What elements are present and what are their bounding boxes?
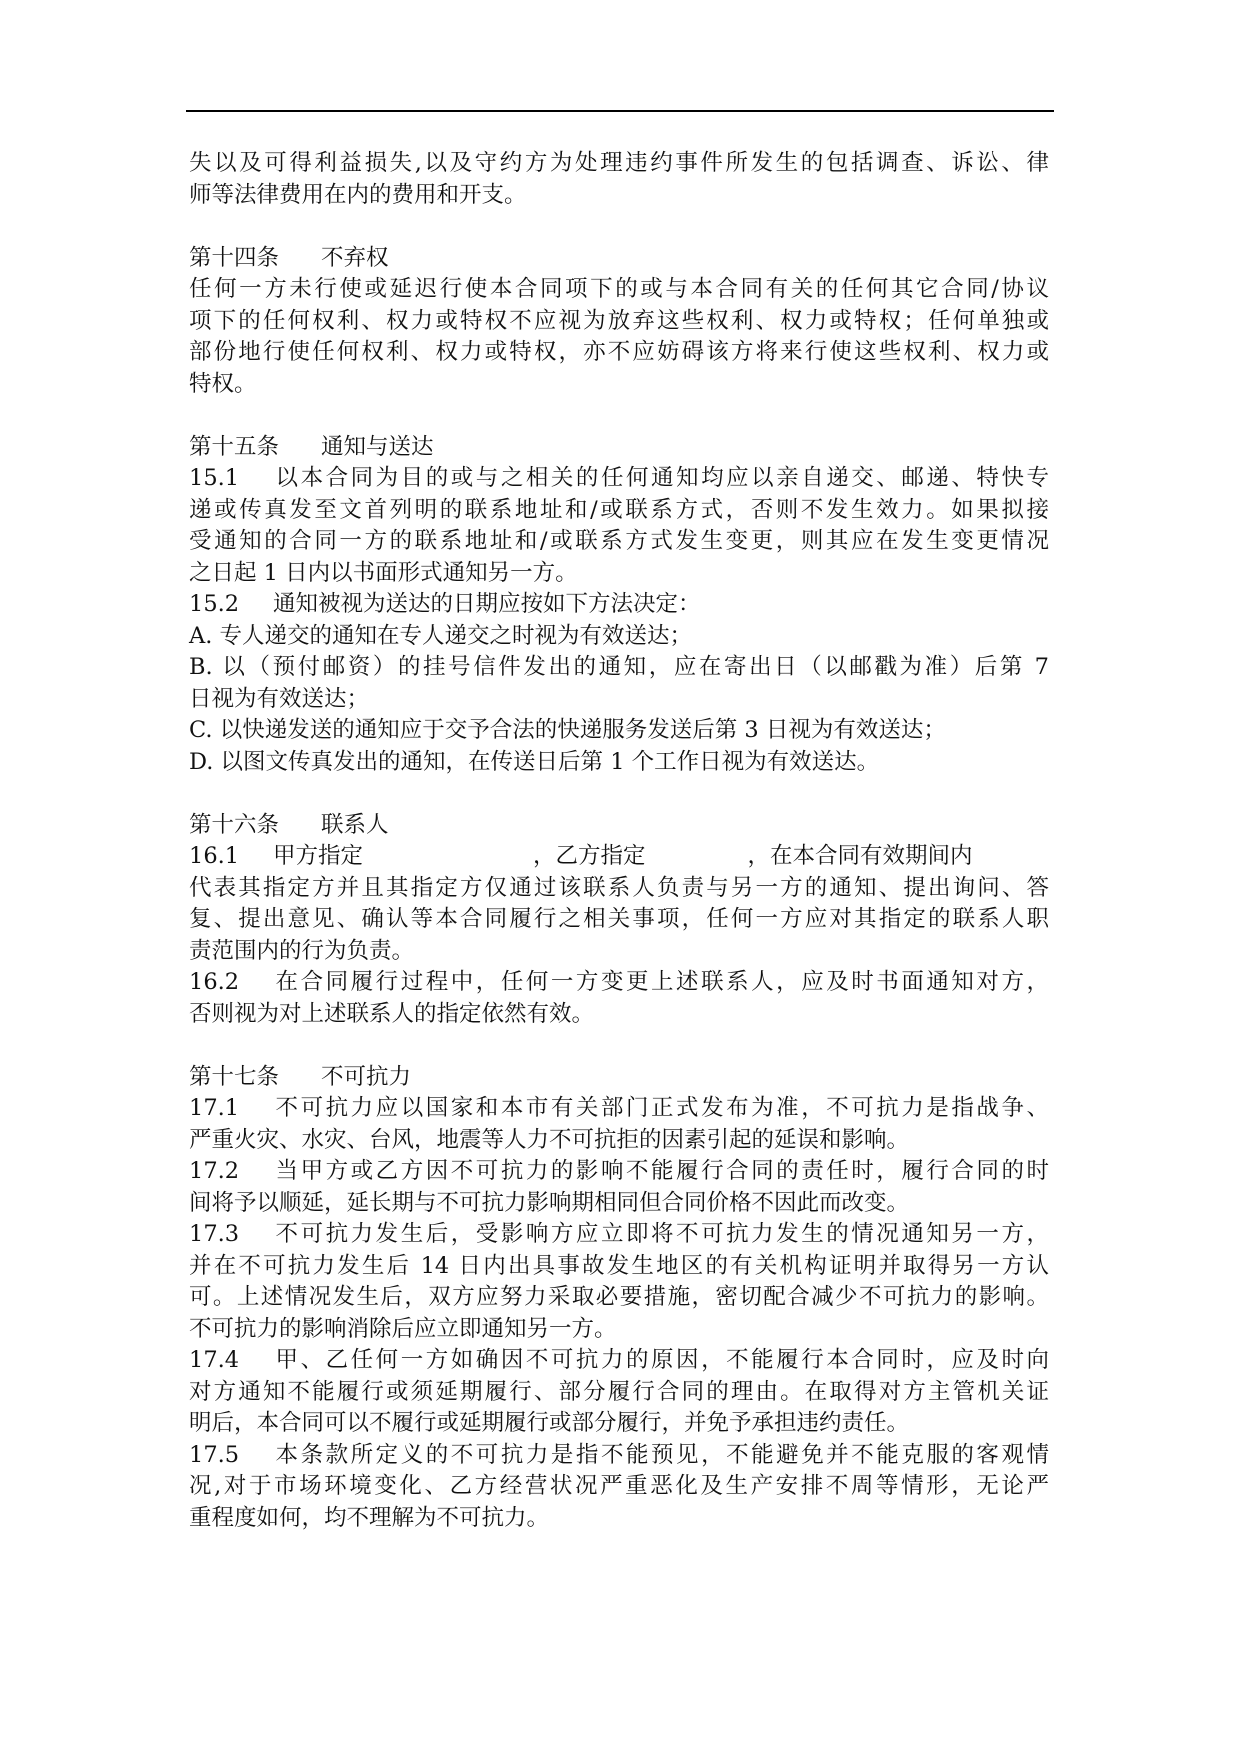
clause-text: 甲方指定 bbox=[273, 843, 364, 869]
article-15-heading bbox=[189, 432, 1049, 464]
paragraph-line: 对方通知不能履行或须延期履行、部分履行合同的理由。在取得对方主管机关证 bbox=[189, 1378, 1049, 1405]
list-item: 日视为有效送达； bbox=[189, 685, 370, 712]
clause-text: ，乙方指定 bbox=[533, 843, 646, 869]
clause-number: 17.2 bbox=[189, 1158, 240, 1184]
article-title: 不弃权 bbox=[321, 244, 389, 271]
paragraph-line: 间将予以顺延，延长期与不可抗力影响期相同但合同价格不因此而改变。 bbox=[189, 1189, 910, 1216]
article-number: 第十七条 bbox=[189, 1063, 280, 1090]
list-item: A. 专人递交的通知在专人递交之时视为有效送达； bbox=[189, 622, 693, 649]
paragraph-line: 不可抗力的影响消除后应立即通知另一方。 bbox=[189, 1315, 617, 1342]
article-14-heading bbox=[189, 243, 1049, 275]
paragraph-line: 可。上述情况发生后，双方应努力采取必要措施，密切配合减少不可抗力的影响。 bbox=[189, 1284, 1049, 1310]
header-rule bbox=[186, 110, 1054, 112]
list-item: B. 以（预付邮资）的挂号信件发出的通知，应在寄出日（以邮戳为准）后第 7 bbox=[189, 654, 1049, 680]
clause-number: 16.2 bbox=[189, 969, 240, 995]
paragraph-line: 失以及可得利益损失,以及守约方为处理违约事件所发生的包括调查、诉讼、律 bbox=[189, 150, 1049, 176]
article-title: 通知与送达 bbox=[321, 433, 434, 460]
list-item: C. 以快递发送的通知应于交予合法的快递服务发送后第 3 日视为有效送达； bbox=[189, 717, 946, 743]
paragraph-line: 况,对于市场环境变化、乙方经营状况严重恶化及生产安排不周等情形，无论严 bbox=[189, 1473, 1049, 1499]
article-title: 不可抗力 bbox=[321, 1063, 412, 1090]
article-number: 第十四条 bbox=[189, 244, 280, 271]
clause-15-2 bbox=[189, 589, 1049, 621]
paragraph-line: 部份地行使任何权利、权力或特权，亦不应妨碍该方将来行使这些权利、权力或 bbox=[189, 339, 1049, 365]
paragraph-line: 受通知的合同一方的联系地址和/或联系方式发生变更，则其应在发生变更情况 bbox=[189, 528, 1049, 554]
paragraph-line: 递或传真发至文首列明的联系地址和/或联系方式，否则不发生效力。如果拟接 bbox=[189, 496, 1049, 523]
paragraph-line: 师等法律费用在内的费用和开支。 bbox=[189, 181, 527, 208]
paragraph-line: 明后，本合同可以不履行或延期履行或部分履行，并免予承担违约责任。 bbox=[189, 1410, 910, 1436]
clause-16-1 bbox=[189, 841, 1049, 873]
clause-text: 本条款所定义的不可抗力是指不能预见，不能避免并不能克服的客观情 bbox=[273, 1441, 1049, 1468]
paragraph-line: 严重火灾、水灾、台风，地震等人力不可抗拒的因素引起的延误和影响。 bbox=[189, 1126, 910, 1153]
clause-number: 17.1 bbox=[189, 1095, 240, 1121]
clause-17-4 bbox=[189, 1345, 1049, 1377]
paragraph-line: 项下的任何权利、权力或特权不应视为放弃这些权利、权力或特权；任何单独或 bbox=[189, 307, 1049, 334]
clause-text: 甲、乙任何一方如确因不可抗力的原因，不能履行本合同时，应及时向 bbox=[273, 1347, 1049, 1373]
clause-17-1 bbox=[189, 1093, 1049, 1125]
document-body bbox=[189, 148, 1049, 1534]
paragraph-line: 特权。 bbox=[189, 370, 257, 397]
paragraph-line: 之日起 1 日内以书面形式通知另一方。 bbox=[189, 559, 578, 586]
clause-text: 以本合同为目的或与之相关的任何通知均应以亲自递交、邮递、特快专 bbox=[273, 465, 1049, 491]
clause-17-2 bbox=[189, 1156, 1049, 1188]
article-number: 第十五条 bbox=[189, 433, 280, 460]
clause-17-5 bbox=[189, 1440, 1049, 1472]
clause-text: 通知被视为送达的日期应按如下方法决定： bbox=[273, 591, 701, 617]
article-17-heading bbox=[189, 1062, 1049, 1094]
article-number: 第十六条 bbox=[189, 811, 280, 838]
clause-text: 当甲方或乙方因不可抗力的影响不能履行合同的责任时，履行合同的时 bbox=[273, 1158, 1049, 1184]
clause-text: ，在本合同有效期间内 bbox=[747, 843, 973, 869]
paragraph-line: 否则视为对上述联系人的指定依然有效。 bbox=[189, 1000, 595, 1027]
article-title: 联系人 bbox=[321, 811, 389, 838]
clause-number: 15.2 bbox=[189, 591, 240, 617]
clause-number: 16.1 bbox=[189, 843, 240, 869]
clause-text: 在合同履行过程中，任何一方变更上述联系人，应及时书面通知对方， bbox=[273, 969, 1049, 995]
clause-number: 17.5 bbox=[189, 1441, 240, 1468]
clause-number: 17.3 bbox=[189, 1221, 240, 1247]
clause-number: 15.1 bbox=[189, 465, 240, 491]
clause-number: 17.4 bbox=[189, 1347, 240, 1373]
clause-text: 不可抗力发生后，受影响方应立即将不可抗力发生的情况通知另一方， bbox=[273, 1221, 1049, 1247]
paragraph-line: 重程度如何，均不理解为不可抗力。 bbox=[189, 1504, 550, 1531]
paragraph-line: 责范围内的行为负责。 bbox=[189, 937, 415, 964]
paragraph-line: 任何一方未行使或延迟行使本合同项下的或与本合同有关的任何其它合同/协议 bbox=[189, 276, 1049, 302]
list-item: D. 以图文传真发出的通知，在传送日后第 1 个工作日视为有效送达。 bbox=[189, 748, 880, 775]
paragraph-line: 复、提出意见、确认等本合同履行之相关事项，任何一方应对其指定的联系人职 bbox=[189, 906, 1049, 932]
clause-15-1 bbox=[189, 463, 1049, 495]
clause-16-2 bbox=[189, 967, 1049, 999]
paragraph-line: 并在不可抗力发生后 14 日内出具事故发生地区的有关机构证明并取得另一方认 bbox=[189, 1252, 1049, 1279]
article-16-heading bbox=[189, 810, 1049, 842]
clause-text: 不可抗力应以国家和本市有关部门正式发布为准，不可抗力是指战争、 bbox=[273, 1095, 1049, 1121]
clause-17-3 bbox=[189, 1219, 1049, 1251]
paragraph-line: 代表其指定方并且其指定方仅通过该联系人负责与另一方的通知、提出询问、答 bbox=[189, 874, 1049, 901]
